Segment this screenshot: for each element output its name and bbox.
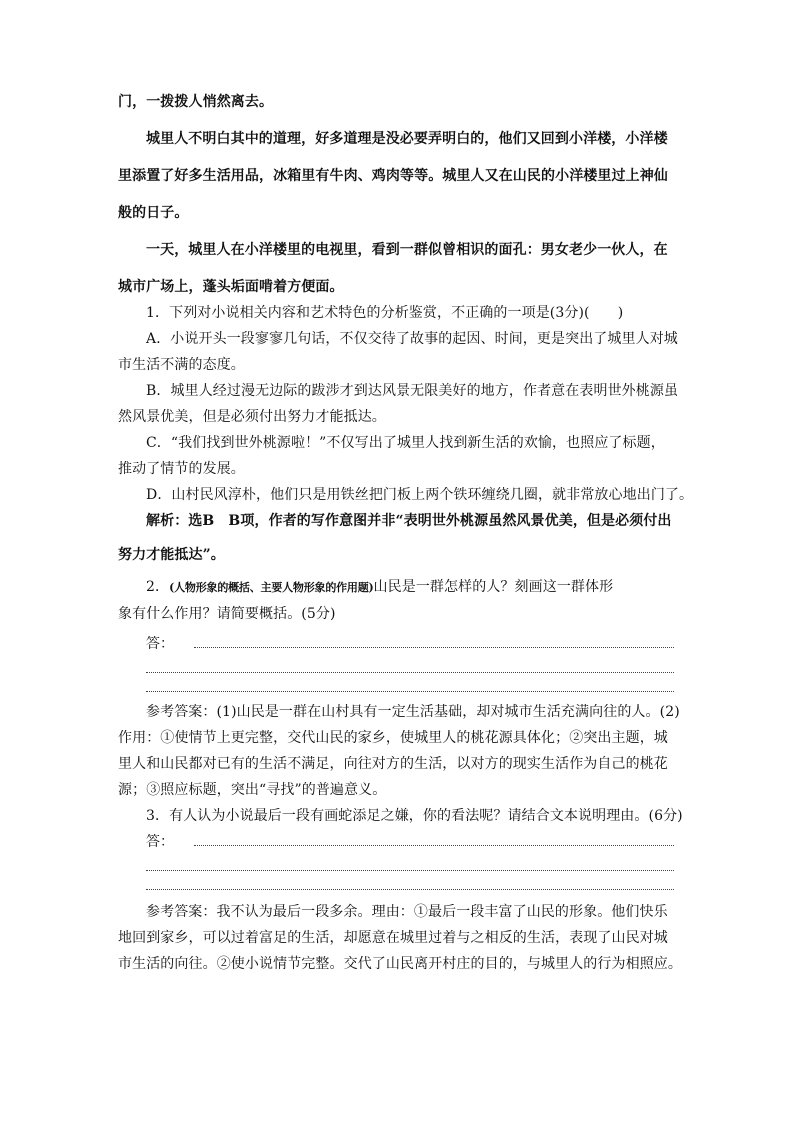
story-paragraph-2-line-2: 里添置了好多生活用品，冰箱里有牛肉、鸡肉等等。城里人又在山民的小洋楼里过上神仙 [118,168,668,184]
reference-answer-line-3: 市生活的向往。②使小说情节完整。交代了山民离开村庄的目的，与城里人的行为相照应。 [118,956,682,972]
question-2-reference-answer [118,702,680,800]
reference-answer-line-4: 源；③照应标题，突出“寻找”的普遍意义。 [118,782,387,798]
story-paragraph-2-line-3: 般的日子。 [118,205,189,221]
question-2-stem-text: 山民是一群怎样的人？刻画这一群体形 [373,579,614,595]
reference-answer-line-2: 作用：①使情节上更完整，交代山民的家乡，使城里人的桃花源具体化；②突出主题，城 [118,730,668,746]
dotted-answer-rule [194,845,674,846]
question-2 [118,577,674,624]
option-b-line-1: B．城里人经过漫无边际的跋涉才到达风景无限美好的地方，作者意在表明世外桃源虽 [146,383,679,399]
question-3-answer-area[interactable] [118,832,674,890]
story-excerpt [118,92,674,297]
question-3-stem: 3．有人认为小说最后一段有画蛇添足之嫌，你的看法呢？请结合文本说明理由。(6分) [146,808,683,824]
dotted-answer-rule [194,647,674,648]
story-paragraph-3-line-2: 城市广场上，蓬头垢面啃着方便面。 [118,279,344,295]
dotted-answer-rule[interactable] [146,691,674,692]
option-c-line-1: C．“我们找到世外桃源啦！”不仅写出了城里人找到新生活的欢愉，也照应了标题， [146,435,665,451]
option-d-line-1: D．山村民风淳朴，他们只是用铁丝把门板上两个铁环缠绕几圈，就非常放心地出门了。 [146,487,694,503]
question-2-stem-line-1 [118,577,674,598]
answer-label: 答： [146,834,174,850]
answer-label: 答： [146,636,174,652]
option-c-line-2: 推动了情节的发展。 [118,461,245,477]
question-2-stem-line-2: 象有什么作用？请简要概括。(5分) [118,606,336,622]
document-page [118,92,694,980]
question-1 [118,303,694,505]
answer-line-1[interactable] [118,630,674,654]
question-3-reference-answer [118,902,682,974]
answer-line-1[interactable] [118,832,674,852]
option-a-line-1: A．小说开头一段寥寥几句话，不仅交待了故事的起因、时间，更是突出了城里人对城 [146,331,678,347]
question-1-stem: 1．下列对小说相关内容和艺术特色的分析鉴赏，不正确的一项是(3分)( ) [146,305,624,321]
analysis-line-1: 解析：选B B项，作者的写作意图并非“表明世外桃源虽然风景优美，但是必须付出 [146,513,672,529]
dotted-answer-rule[interactable] [146,672,674,673]
reference-answer-line-3: 里人和山民都对已有的生活不满足，向往对方的生活，以对方的现实生活作为自己的桃花 [118,756,668,772]
analysis-line-2: 努力才能抵达”。 [118,547,225,563]
reference-answer-line-1: 参考答案：(1)山民是一群在山村具有一定生活基础，却对城市生活充满向往的人。(2) [146,704,680,720]
story-paragraph-3-line-1: 一天，城里人在小洋楼里的电视里，看到一群似曾相识的面孔：男女老少一伙人，在 [146,242,668,258]
question-2-type-tag: (人物形象的概括、主要人物形象的作用题) [169,581,374,594]
question-2-answer-area[interactable] [118,630,674,692]
question-2-number: 2． [146,579,170,595]
option-b-line-2: 然风景优美，但是必须付出努力才能抵达。 [118,409,386,425]
question-3 [118,806,683,826]
dotted-answer-rule[interactable] [146,870,674,871]
dotted-answer-rule[interactable] [146,889,674,890]
story-paragraph-2-line-1: 城里人不明白其中的道理，好多道理是没必要弄明白的，他们又回到小洋楼，小洋楼 [146,131,668,147]
reference-answer-line-2: 地回到家乡，可以过着富足的生活，却愿意在城里过着与之相反的生活，表现了山民对城 [118,930,668,946]
question-1-analysis [118,511,674,565]
story-paragraph-1: 门，一拨拨人悄然离去。 [118,94,274,110]
option-a-line-2: 市生活不满的态度。 [118,357,245,373]
reference-answer-line-1: 参考答案：我不认为最后一段多余。理由：①最后一段丰富了山民的形象。他们快乐 [146,904,668,920]
